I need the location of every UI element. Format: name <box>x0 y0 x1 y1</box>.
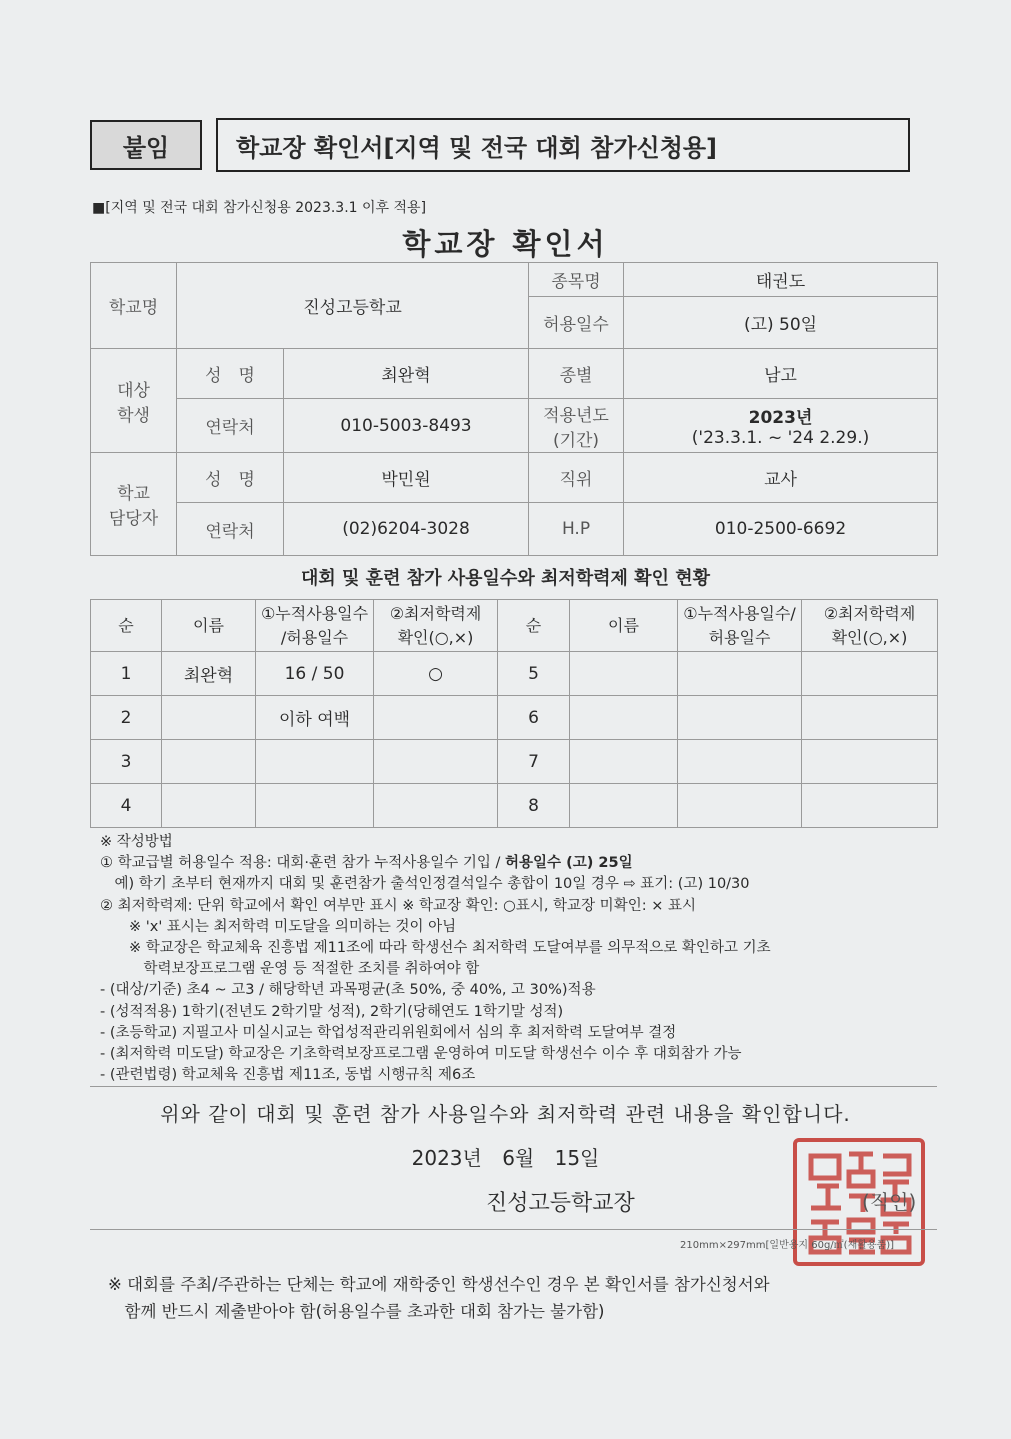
seal-mark: (직인) <box>862 1190 917 1214</box>
divider <box>90 1086 937 1087</box>
col-no: 순 <box>91 600 162 652</box>
col-days: ①누적사용일수 /허용일수 <box>256 600 374 652</box>
school-name: 진성고등학교 <box>177 263 529 349</box>
student-label: 대상 학생 <box>91 349 177 453</box>
document-heading: 학교장 확인서[지역 및 전국 대회 참가신청용] <box>216 118 910 172</box>
footnote: ※ 대회를 주최/주관하는 단체는 학교에 재학중인 학생선수인 경우 본 확인서를 참가신청서와 함께 반드시 제출받아야 함(허용일수를 초과한 대회 참가는 불가함) <box>108 1275 770 1321</box>
allowed-days-value: (고) 50일 <box>624 297 938 349</box>
category-label: 종별 <box>529 349 624 399</box>
hp-label: H.P <box>529 503 624 556</box>
attachment-tag: 붙임 <box>90 120 202 170</box>
apply-note: ■[지역 및 전국 대회 참가신청용 2023.3.1 이후 적용] <box>92 200 427 216</box>
allowed-days-label: 허용일수 <box>529 297 624 349</box>
confirm-statement: 위와 같이 대회 및 훈련 참가 사용일수와 최저학력 관련 내용을 확인합니다. <box>160 1102 851 1126</box>
teacher-name: 박민원 <box>284 453 529 503</box>
col-days-right: ①누적사용일수/ 허용일수 <box>678 600 802 652</box>
usage-table <box>90 599 938 828</box>
writing-instructions: ※ 작성방법 ① 학교급별 허용일수 적용: 대회·훈련 참가 누적사용일수 기입 / 허용일수 (고) 25일 예) 학기 초부터 현재까지 대회 및 훈련참가 출석인정결석일수 총합이 10일 경우 ⇨ 표기: (고) 10/30 ② 최저학력제: 단위 학교에서 확인 여부만 표시 ※ 학교장 확인: ○표시, 학교장 미확인: × 표시 ※ 'x' 표시는 최저학력 미도달을 의미하는 것이 아님 ※ 학교장은 학교체육 진흥법 제11조에 따라 학생선수 최저학력 도달여부를 의무적으로 확인하고 기초 학력보장프로그램 운영 등 적절한 조치를 취하여야 함 - (대상/기준) 초4 ~ 고3 / 해당학년 과목평균(초 50%, 중 40%, 고 30%)적용 - (성적적용) 1학기(전년도 2학기말 성적), 2학기(당해연도 1학기말 성적) - (초등학교) 지필고사 미실시교는 학업성적관리위원회에서 심의 후 최저학력 도달여부 결정 - (최저학력 미도달) 학교장은 기초학력보장프로그램 운영하여 미도달 학생선수 이수 후 대회참가 가능 - (관련법령) 학교체육 진흥법 제11조, 동법 시행규칙 제6조 <box>100 834 771 1084</box>
student-name-label: 성 명 <box>177 349 284 399</box>
col-check: ②최저학력제 확인(○,×) <box>374 600 498 652</box>
table-row: 4 8 <box>91 784 938 828</box>
paper-size-note: 210mm×297mm[일반용지 60g/㎡(재활용품)] <box>680 1240 895 1251</box>
position-value: 교사 <box>624 453 938 503</box>
year-label: 적용년도 (기간) <box>529 399 624 453</box>
col-name: 이름 <box>162 600 256 652</box>
sport-label: 종목명 <box>529 263 624 297</box>
col-no-right: 순 <box>498 600 570 652</box>
category-value: 남고 <box>624 349 938 399</box>
teacher-name-label: 성 명 <box>177 453 284 503</box>
info-table <box>90 262 938 556</box>
divider <box>90 1229 937 1230</box>
teacher-contact-label: 연락처 <box>177 503 284 556</box>
issue-date: 2023년 6월 15일 <box>411 1146 600 1170</box>
student-contact-label: 연락처 <box>177 399 284 453</box>
col-check-right: ②최저학력제 확인(○,×) <box>802 600 938 652</box>
page-title: 학교장 확인서 <box>402 227 609 261</box>
section-title: 대회 및 훈련 참가 사용일수와 최저학력제 확인 현황 <box>300 568 710 589</box>
year-value: 2023년 ('23.3.1. ~ '24 2.29.) <box>624 399 938 453</box>
col-name-right: 이름 <box>570 600 678 652</box>
hp-value: 010-2500-6692 <box>624 503 938 556</box>
teacher-contact: (02)6204-3028 <box>284 503 529 556</box>
student-contact: 010-5003-8493 <box>284 399 529 453</box>
teacher-label: 학교 담당자 <box>91 453 177 556</box>
school-label: 학교명 <box>91 263 177 349</box>
student-name: 최완혁 <box>284 349 529 399</box>
principal-title: 진성고등학교장 <box>486 1191 635 1216</box>
position-label: 직위 <box>529 453 624 503</box>
sport-value: 태권도 <box>624 263 938 297</box>
table-row: 1 최완혁 16 / 50 ○ 5 <box>91 652 938 696</box>
table-row: 2 이하 여백 6 <box>91 696 938 740</box>
table-row: 3 7 <box>91 740 938 784</box>
